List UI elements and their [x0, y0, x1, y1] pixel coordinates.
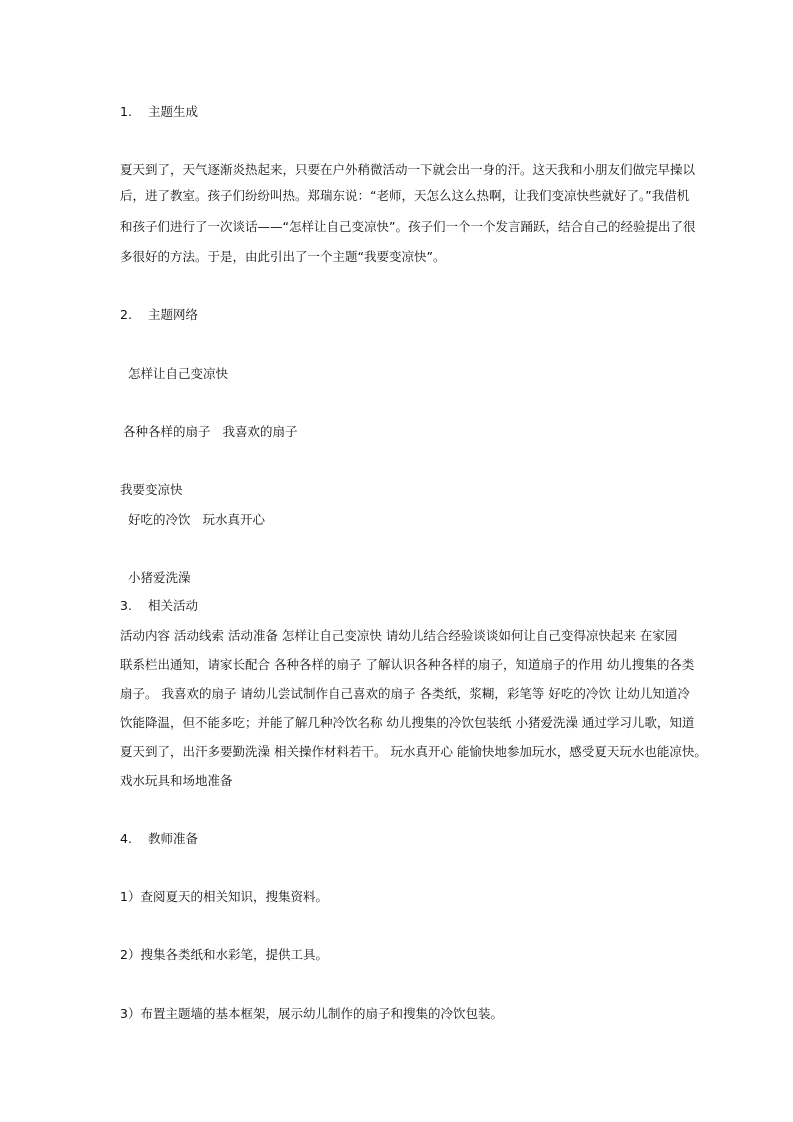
intro-line-3: 和孩子们进行了一次谈话——“怎样让自己变凉快”。孩子们一个一个发言踊跃，结合自己的经验提出了很 — [120, 219, 696, 234]
activities-line-5: 夏天到了，出汗多要勤洗澡 相关操作材料若干。 玩水真开心 能愉快地参加玩水，感受夏天玩水也能凉快。 — [120, 744, 707, 759]
prep-item-3: 3）布置主题墙的基本框架，展示幼儿制作的扇子和搜集的冷饮包装。 — [120, 1006, 503, 1021]
activities-line-1: 活动内容 活动线索 活动准备 怎样让自己变凉快 请幼儿结合经验谈谈如何让自己变得凉快起来 在家园 — [120, 628, 678, 643]
intro-line-4: 多很好的方法。于是，由此引出了一个主题“我要变凉快”。 — [120, 249, 446, 264]
intro-line-1: 夏天到了，天气逐渐炎热起来，只要在户外稍微活动一下就会出一身的汗。这天我和小朋友们做完早操以 — [120, 162, 696, 177]
activities-line-6: 戏水玩具和场地准备 — [120, 773, 233, 788]
heading-4 — [120, 830, 198, 848]
network-node-water-play: 玩水真开心 — [202, 512, 266, 527]
heading-4-number: 4. — [120, 831, 132, 846]
network-node-theme: 我要变凉快 — [120, 482, 183, 497]
heading-3-title: 相关活动 — [148, 598, 199, 613]
network-node-root: 怎样让自己变凉快 — [128, 366, 229, 381]
heading-2-number: 2. — [120, 307, 132, 322]
prep-item-1: 1）查阅夏天的相关知识，搜集资料。 — [120, 889, 328, 904]
activities-line-4: 饮能降温，但不能多吃；并能了解几种冷饮名称 幼儿搜集的冷饮包装纸 小猪爱洗澡 通过学习儿歌，知道 — [120, 715, 695, 730]
network-node-piggy-bath: 小猪爱洗澡 — [128, 570, 191, 585]
heading-1-title: 主题生成 — [148, 104, 199, 119]
heading-3 — [120, 597, 198, 615]
heading-3-number: 3. — [120, 598, 132, 613]
heading-2 — [120, 306, 198, 324]
heading-1-number: 1. — [120, 104, 132, 119]
network-node-fans: 各种各样的扇子 — [123, 424, 211, 439]
heading-2-title: 主题网络 — [148, 307, 199, 322]
heading-1 — [120, 103, 198, 121]
activities-line-3: 扇子。 我喜欢的扇子 请幼儿尝试制作自己喜欢的扇子 各类纸，浆糊，彩笔等 好吃的冷饮 让幼儿知道冷 — [120, 686, 690, 701]
intro-line-2: 后，进了教室。孩子们纷纷叫热。郑瑞东说：“老师，天怎么这么热啊，让我们变凉快些就好了。”我借机 — [120, 188, 690, 203]
network-node-cold-drinks: 好吃的冷饮 — [128, 512, 191, 527]
heading-4-title: 教师准备 — [148, 831, 199, 846]
activities-line-2: 联系栏出通知，请家长配合 各种各样的扇子 了解认识各种各样的扇子，知道扇子的作用 幼儿搜集的各类 — [120, 657, 695, 672]
prep-item-2: 2）搜集各类纸和水彩笔，提供工具。 — [120, 947, 328, 962]
network-node-favorite-fan: 我喜欢的扇子 — [222, 424, 298, 439]
